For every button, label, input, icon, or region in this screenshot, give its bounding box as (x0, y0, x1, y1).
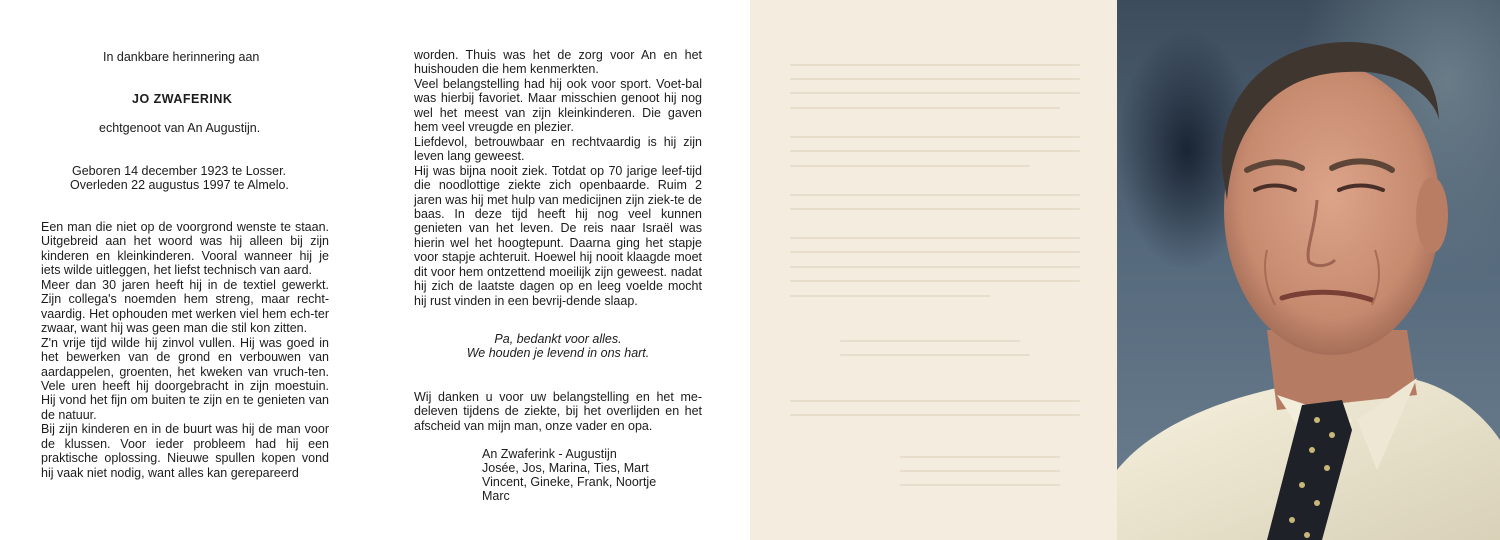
signature-line: Josée, Jos, Marina, Ties, Mart (482, 461, 649, 475)
death-line: Overleden 22 augustus 1997 te Almelo. (70, 178, 289, 192)
biography-left (41, 220, 329, 480)
heading-in-memory: In dankbare herinnering aan (103, 50, 260, 64)
portrait-illustration (1117, 0, 1500, 540)
biography-middle (414, 48, 702, 308)
signature-line: An Zwaferink - Augustijn (482, 447, 617, 461)
page-left (0, 0, 374, 540)
quote-line-1: Pa, bedankt voor alles. (494, 332, 622, 346)
signature-line: Marc (482, 489, 510, 503)
quote-line-2: We houden je levend in ons hart. (466, 346, 650, 360)
thanks-paragraph (414, 390, 702, 433)
paragraph: Veel belangstelling had hij ook voor sport. Voet-bal was hierbij favoriet. Maar misschien genoot hij nog wel het meest van zijn kleinkinderen. Die gaven hem veel vreugde en plezier. (414, 76, 702, 135)
paragraph: Meer dan 30 jaren heeft hij in de textiel gewerkt. Zijn collega's noemden hem streng, maar recht-vaardig. Het ophouden met werken viel hem ech-ter zwaar, want hij was geen man die stil kon zitten. (41, 277, 329, 336)
paragraph: Hij was bijna nooit ziek. Totdat op 70 jarige leef-tijd die noodlottige ziekte zich openbaarde. Ruim 2 jaren was hij met hulp van medicijnen zijn ziek-te de baas. In deze tijd heeft hij nog veel kunnen genieten van het leven. De reis naar Israël was hierin wel het hoogtepunt. Daarna ging het stapje voor stapje achteruit. Hoewel hij nooit klaagde moet dit voor hem ontzettend moeilijk zijn geweest. nadat hij zich de laatste dagen op en leeg voelde mocht hij rust vinden in een bevrij-dende slaap. (414, 163, 702, 308)
spouse-line: echtgenoot van An Augustijn. (99, 121, 261, 135)
page-inner (750, 0, 1117, 540)
signature-line: Vincent, Gineke, Frank, Noortje (482, 475, 657, 489)
page-middle (374, 0, 750, 540)
portrait-photo (1117, 0, 1500, 540)
paragraph: Z'n vrije tijd wilde hij zinvol vullen. Hij was goed in het bewerken van de grond en verbouwen van aardappelen, groenten, het kweken van vruch-ten. Vele uren heeft hij doorgebracht in zijn moestuin. Hij vond het fijn om buiten te zijn en te genieten van de natuur. (41, 335, 329, 422)
birth-line: Geboren 14 december 1923 te Losser. (72, 164, 287, 178)
paragraph: Een man die niet op de voorgrond wenste te staan. Uitgebreid aan het woord was hij alleen bij zijn kinderen en kleinkinderen. Vooral wanneer hij je iets wilde uitleggen, het liefst technisch van aard. (41, 220, 329, 278)
paragraph: Liefdevol, betrouwbaar en rechtvaardig is hij zijn leven lang geweest. (414, 134, 702, 164)
paragraph: Wij danken u voor uw belangstelling en het me-deleven tijdens de ziekte, bij het overlijden en het afscheid van mijn man, onze vader en opa. (414, 390, 702, 433)
deceased-name: JO ZWAFERINK (132, 92, 233, 106)
paragraph: Bij zijn kinderen en in de buurt was hij de man voor de klussen. Voor ieder probleem had hij een praktische oplossing. Nieuwe spullen kopen vond hij vaak niet nodig, want alles kan gerepareerd (41, 422, 329, 480)
paragraph: worden. Thuis was het de zorg voor An en het huishouden die hem kenmerkten. (414, 48, 702, 77)
